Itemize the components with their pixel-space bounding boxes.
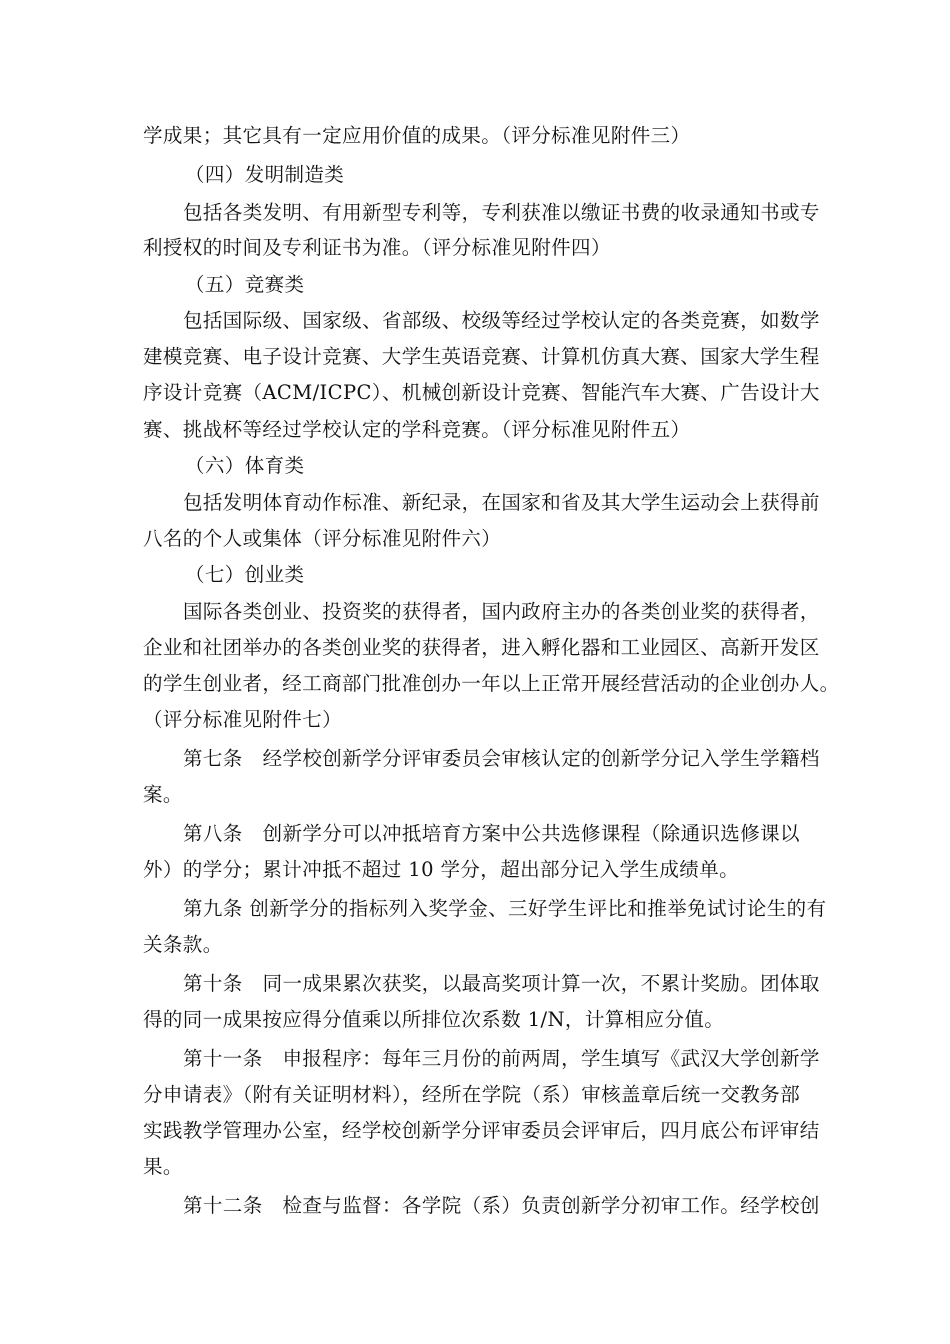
text-line: 实践教学管理办公室，经学校创新学分评审委员会评审后，四月底公布评审结: [143, 1119, 820, 1142]
article-nine: 第九条 创新学分的指标列入奖学金、三好学生评比和推举免试讨论生的有: [183, 897, 827, 920]
text-line: 八名的个人或集体（评分标准见附件六）: [143, 527, 502, 550]
text-line: 建模竞赛、电子设计竞赛、大学生英语竞赛、计算机仿真大赛、国家大学生程: [143, 345, 820, 368]
text-line: 学成果；其它具有一定应用价值的成果。（评分标准见附件三）: [143, 124, 691, 147]
article-ten: 第十条 同一成果累次获奖，以最高奖项计算一次，不累计奖励。团体取: [183, 972, 820, 995]
text-line: 的学生创业者，经工商部门批准创办一年以上正常开展经营活动的企业创办人。: [143, 672, 840, 695]
text-line: 序设计竞赛（ACM/ICPC）、机械创新设计竞赛、智能汽车大赛、广告设计大: [143, 381, 820, 404]
text-line: 赛、挑战杯等经过学校认定的学科竞赛。（评分标准见附件五）: [143, 418, 691, 441]
section-heading: （七）创业类: [185, 563, 305, 586]
text-line: 包括发明体育动作标准、新纪录，在国家和省及其大学生运动会上获得前: [183, 491, 820, 514]
section-heading: （五）竞赛类: [185, 273, 305, 296]
section-heading: （六）体育类: [185, 454, 305, 477]
section-heading: （四）发明制造类: [185, 163, 345, 186]
text-line: 企业和社团举办的各类创业奖的获得者，进入孵化器和工业园区、高新开发区: [143, 636, 820, 659]
text-line: 案。: [143, 783, 183, 806]
text-line: 得的同一成果按应得分值乘以所排位次系数 1/N，计算相应分值。: [143, 1008, 725, 1031]
text-line: 包括国际级、国家级、省部级、校级等经过学校认定的各类竞赛，如数学: [183, 309, 820, 332]
text-line: 国际各类创业、投资奖的获得者，国内政府主办的各类创业奖的获得者，: [183, 600, 820, 623]
text-line: 利授权的时间及专利证书为准。（评分标准见附件四）: [143, 236, 611, 259]
text-line: 关条款。: [143, 933, 223, 956]
text-line: 包括各类发明、有用新型专利等，专利获准以缴证书费的收录通知书或专: [183, 201, 820, 224]
text-line: 分申请表》（附有关证明材料），经所在学院（系）审核盖章后统一交教务部: [143, 1083, 801, 1106]
text-line: 果。: [143, 1155, 183, 1178]
article-eleven: 第十一条 申报程序：每年三月份的前两周，学生填写《武汉大学创新学: [183, 1047, 820, 1070]
article-eight: 第八条 创新学分可以冲抵培育方案中公共选修课程（除通识选修课以: [183, 822, 800, 845]
text-line: 外）的学分；累计冲抵不超过 10 学分，超出部分记入学生成绩单。: [143, 858, 740, 881]
article-twelve: 第十二条 检查与监督：各学院（系）负责创新学分初审工作。经学校创: [183, 1194, 820, 1217]
article-seven: 第七条 经学校创新学分评审委员会审核认定的创新学分记入学生学籍档: [183, 747, 820, 770]
text-line: （评分标准见附件七）: [143, 708, 343, 731]
